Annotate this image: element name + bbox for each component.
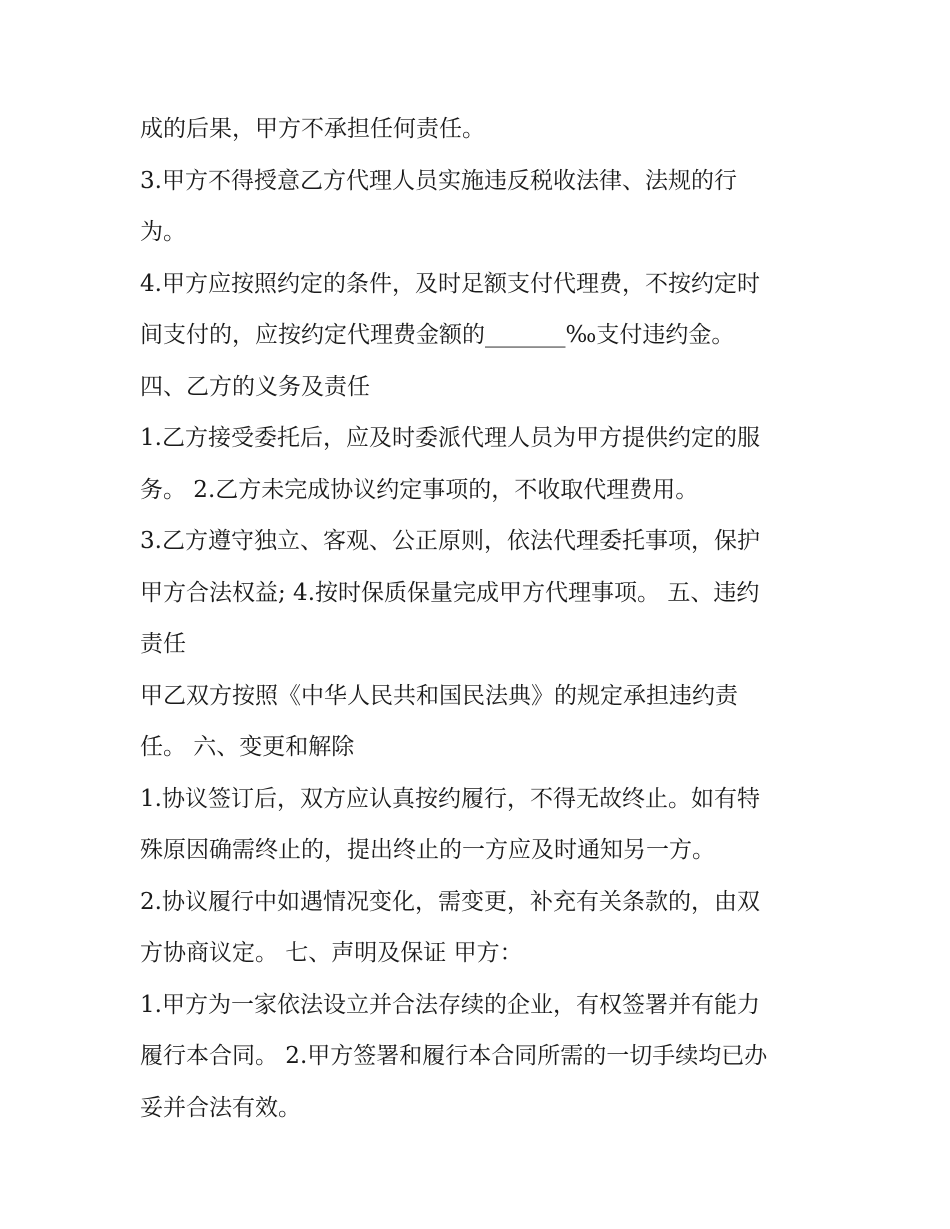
text-line: 任。 六、变更和解除	[140, 734, 355, 760]
text-line: 甲乙双方按照《中华人民共和国民法典》的规定承担违约责	[140, 682, 738, 709]
text-line: 成的后果，甲方不承担任何责任。	[140, 116, 485, 142]
text-line: 1.甲方为一家依法设立并合法存续的企业，有权签署并有能力	[140, 991, 760, 1018]
text-line: 3.乙方遵守独立、客观、公正原则，依法代理委托事项，保护	[140, 528, 760, 554]
text-line: 1.乙方接受委托后，应及时委派代理人员为甲方提供约定的服	[140, 425, 760, 451]
text-line: 3.甲方不得授意乙方代理人员实施违反税收法律、法规的行	[140, 167, 737, 194]
text-line: 4.甲方应按照约定的条件，及时足额支付代理费，不按约定时	[140, 270, 760, 297]
text-line: 妥并合法有效。	[140, 1094, 301, 1121]
text-line: 为。	[140, 219, 186, 245]
text-line: 务。 2.乙方未完成协议约定事项的，不收取代理费用。	[140, 476, 699, 503]
text-line: 2.协议履行中如遇情况变化，需变更，补充有关条款的，由双	[140, 888, 760, 915]
text-line: 间支付的，应按约定代理费金额的_______‰支付违约金。	[140, 322, 735, 348]
text-line: 殊原因确需终止的，提出终止的一方应及时通知另一方。	[140, 837, 715, 863]
text-line: 甲方合法权益; 4.按时保质保量完成甲方代理事项。 五、违约	[140, 579, 760, 606]
text-line: 方协商议定。 七、声明及保证 甲方：	[140, 940, 523, 966]
text-line: 责任	[140, 631, 186, 657]
text-line: 1.协议签订后，双方应认真按约履行，不得无故终止。如有特	[140, 785, 760, 812]
document-body	[140, 104, 820, 1134]
section-heading: 四、乙方的义务及责任	[140, 373, 370, 400]
text-line: 履行本合同。 2.甲方签署和履行本合同所需的一切手续均已办	[140, 1043, 768, 1069]
